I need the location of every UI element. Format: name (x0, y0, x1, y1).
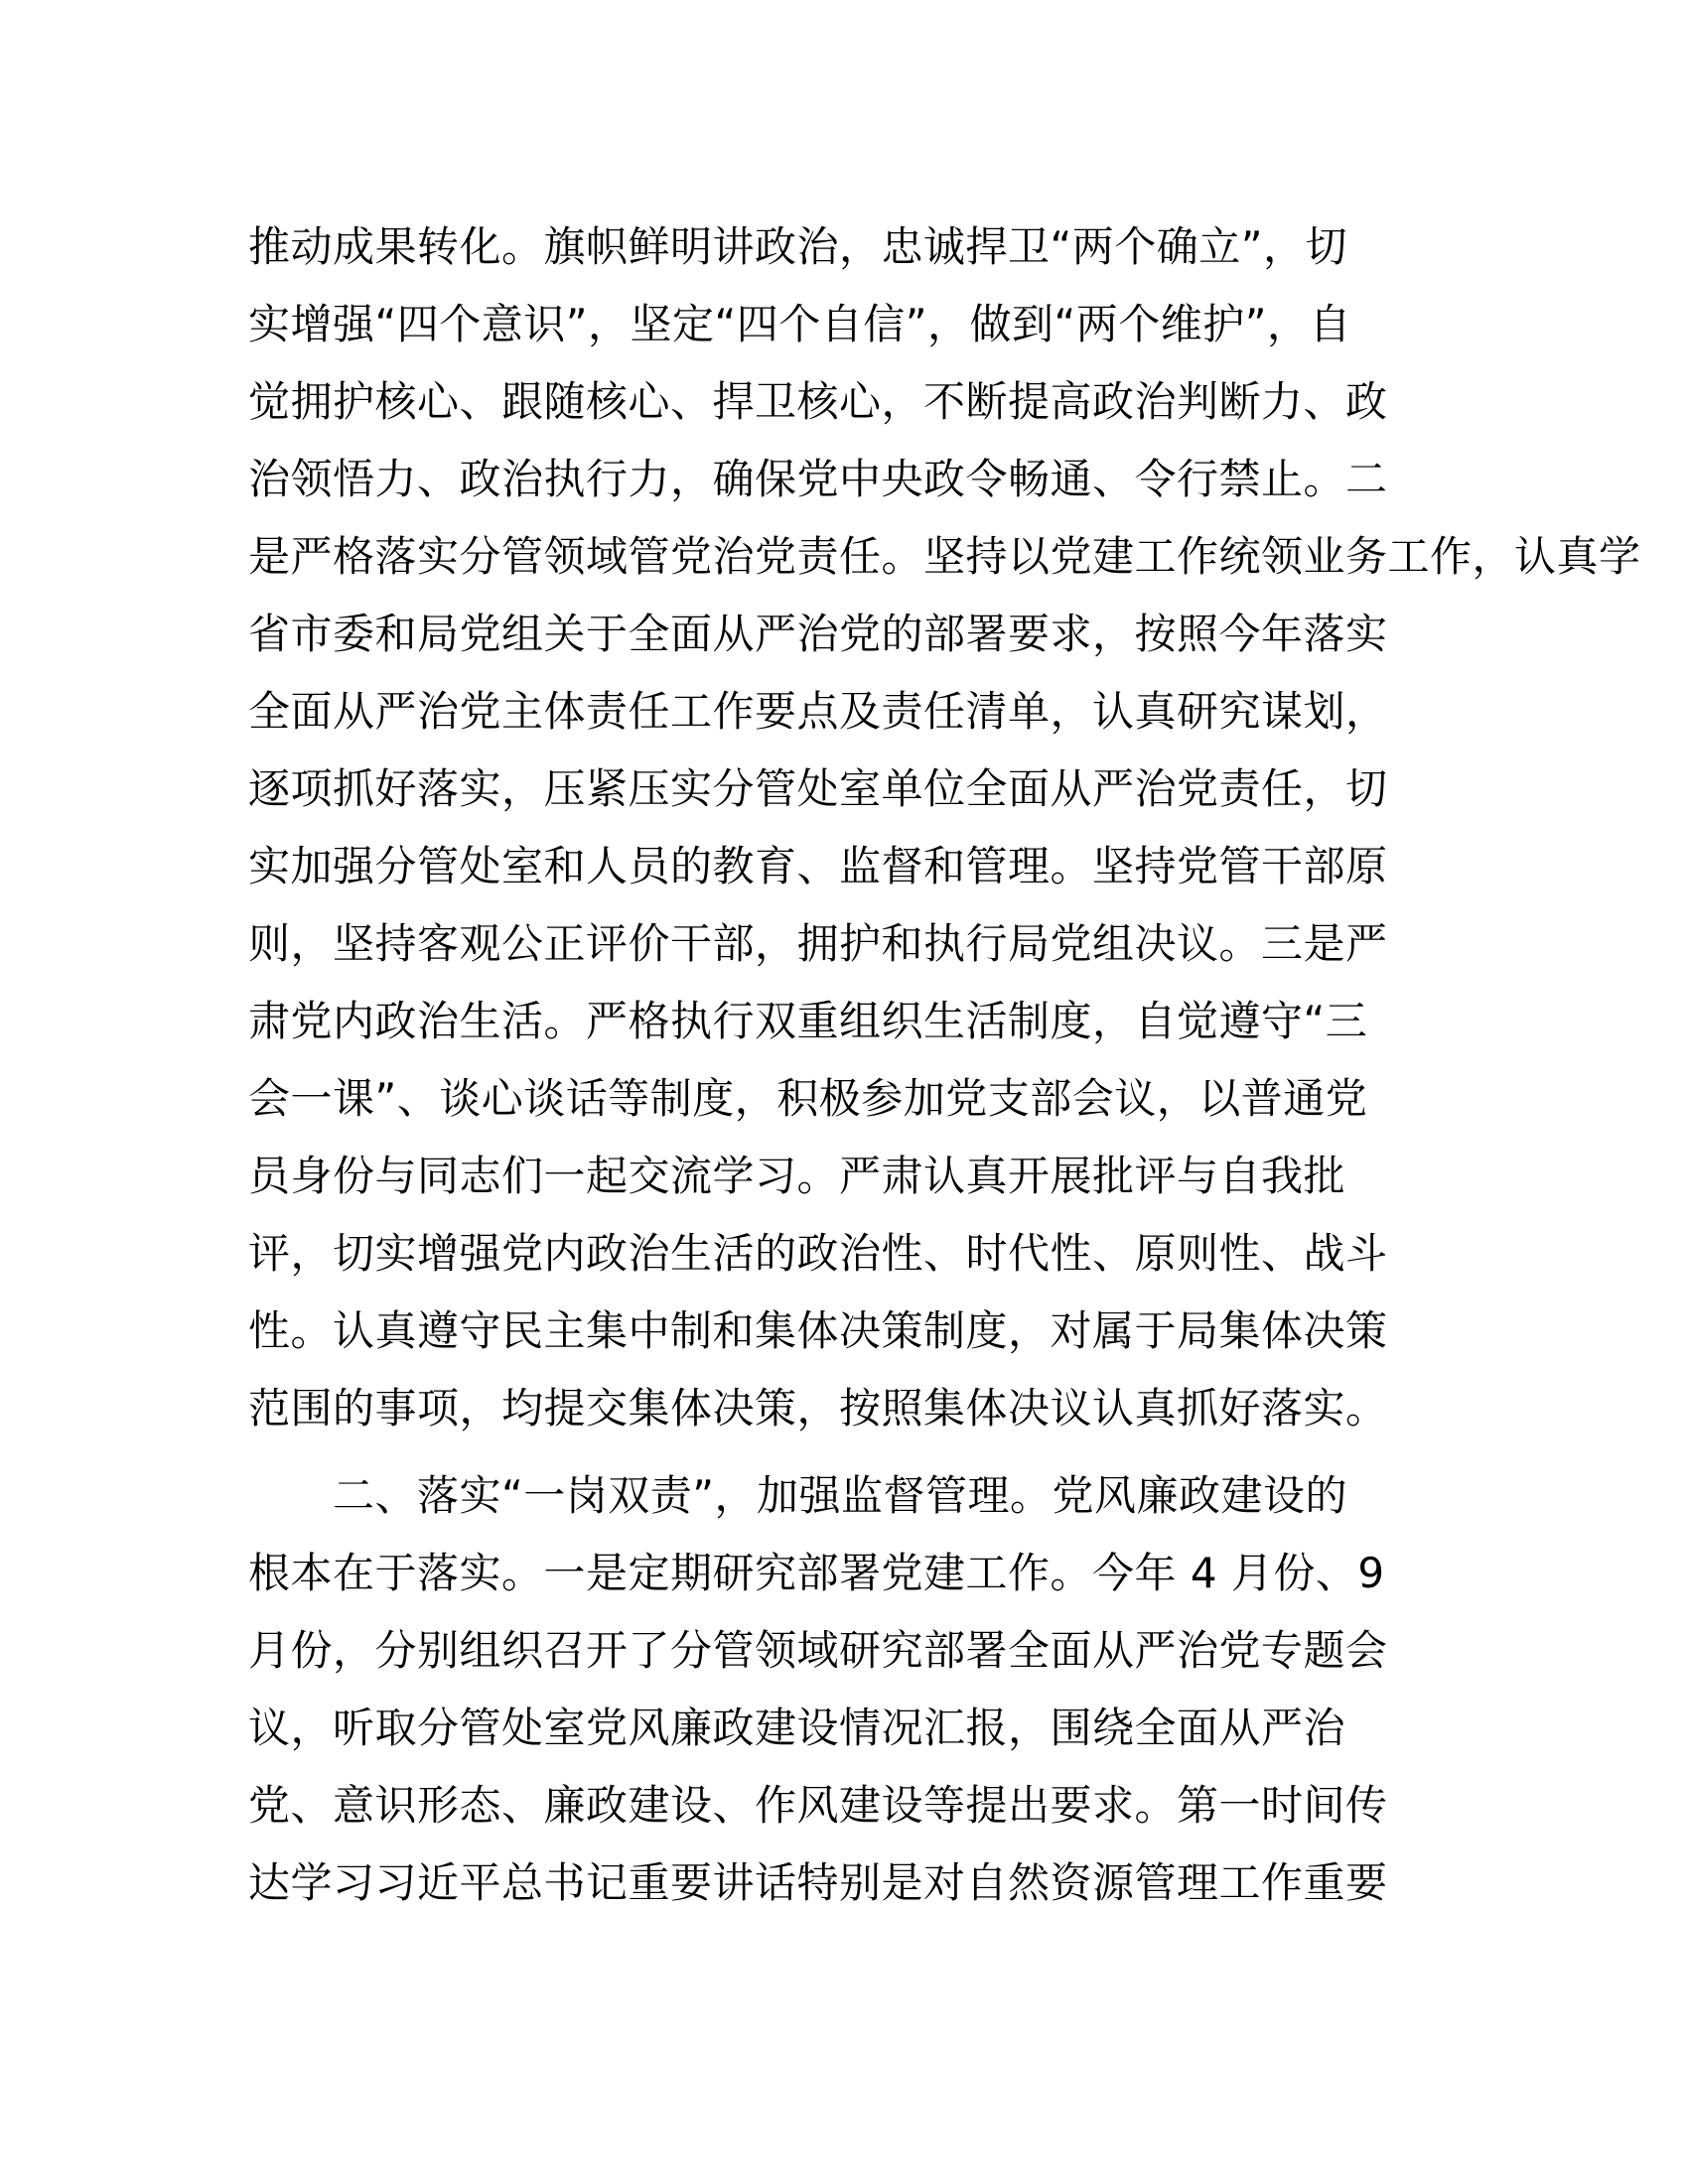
body-text-line: 性。认真遵守民主集中制和集体决策制度，对属于局集体决策 (248, 1306, 1388, 1355)
body-text-line: 是严格落实分管领域管党治党责任。坚持以党建工作统领业务工作，认真学 (248, 532, 1641, 581)
body-text-line: 员身份与同志们一起交流学习。严肃认真开展批评与自我批 (248, 1152, 1346, 1200)
body-text-line: 范围的事项，均提交集体决策，按照集体决议认真抓好落实。 (248, 1384, 1388, 1433)
body-text-line: 党、意识形态、廉政建设、作风建设等提出要求。第一时间传 (248, 1781, 1388, 1830)
body-text-line: 推动成果转化。旗帜鲜明讲政治，忠诚捍卫“两个确立”，切 (248, 222, 1348, 271)
body-text-line: 实加强分管处室和人员的教育、监督和管理。坚持党管干部原 (248, 842, 1388, 890)
body-text-line: 省市委和局党组关于全面从严治党的部署要求，按照今年落实 (248, 610, 1388, 658)
body-text-line: 议，听取分管处室党风廉政建设情况汇报，围绕全面从严治 (248, 1704, 1346, 1752)
body-text-line: 觉拥护核心、跟随核心、捍卫核心，不断提高政治判断力、政 (248, 377, 1388, 426)
body-text-line: 则，坚持客观公正评价干部，拥护和执行局党组决议。三是严 (248, 919, 1388, 968)
body-text-line: 月份，分别组织召开了分管领域研究部署全面从严治党专题会 (248, 1626, 1388, 1675)
body-text-line: 逐项抓好落实，压紧压实分管处室单位全面从严治党责任，切 (248, 764, 1388, 813)
body-text-line: 达学习习近平总书记重要讲话特别是对自然资源管理工作重要 (248, 1858, 1388, 1907)
body-text-line: 全面从严治党主体责任工作要点及责任清单，认真研究谋划， (248, 687, 1388, 736)
body-text-line: 实增强“四个意识”，坚定“四个自信”，做到“两个维护”，自 (248, 300, 1352, 348)
body-text-line: 肃党内政治生活。严格执行双重组织生活制度，自觉遵守“三 (248, 997, 1368, 1045)
section-heading-line: 二、落实“一岗双责”，加强监督管理。党风廉政建设的 (248, 1471, 1348, 1520)
body-text-line: 根本在于落实。一是定期研究部署党建工作。今年 4 月份、9 (248, 1549, 1385, 1597)
body-text-line: 治领悟力、政治执行力，确保党中央政令畅通、令行禁止。二 (248, 455, 1388, 503)
body-text-line: 评，切实增强党内政治生活的政治性、时代性、原则性、战斗 (248, 1229, 1388, 1278)
body-text-line: 会一课”、谈心谈话等制度，积极参加党支部会议，以普通党 (248, 1074, 1368, 1123)
